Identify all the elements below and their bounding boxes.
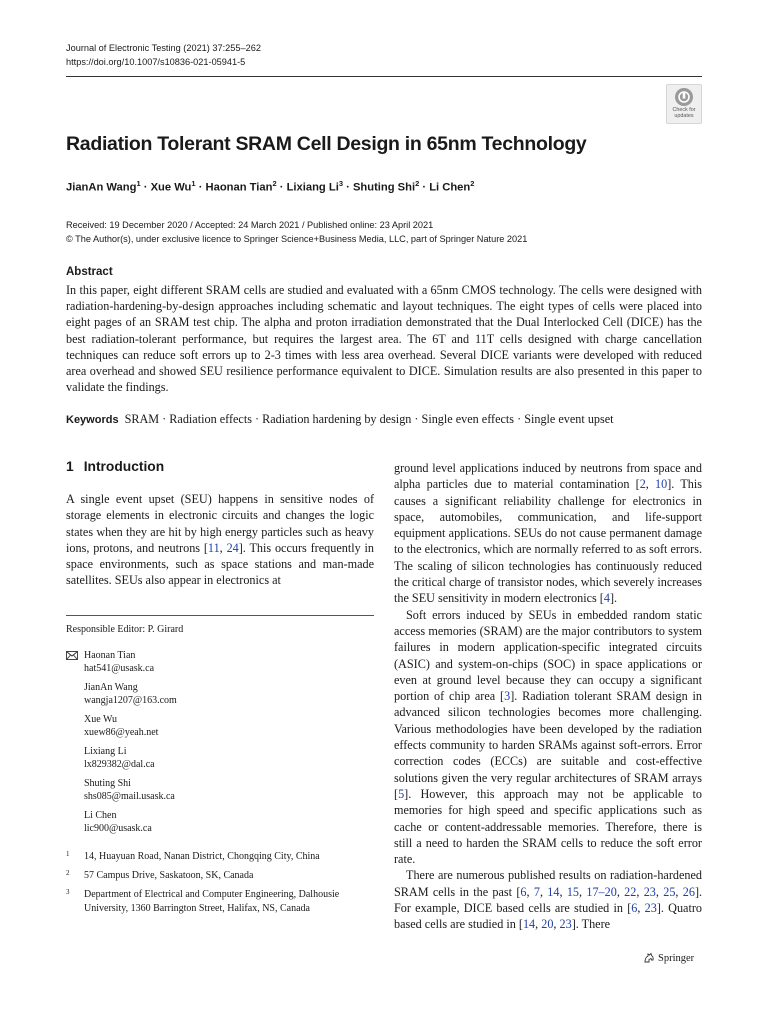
springer-horse-icon xyxy=(643,952,655,964)
intro-column-right xyxy=(394,460,702,933)
text-run: ]. This occurs frequently in space environments, such as space stations and man-made satellites. SEUs also appear in electronics at xyxy=(66,540,374,588)
responsible-editor: Responsible Editor: P. Girard xyxy=(66,624,184,635)
author-affiliation: 2 xyxy=(470,179,475,188)
text-run: , xyxy=(675,884,683,899)
citation-link[interactable]: 25 xyxy=(663,884,676,899)
citation-link[interactable]: 6 xyxy=(520,884,527,899)
contact-entry xyxy=(84,681,177,707)
intro-paragraph xyxy=(394,867,702,932)
text-run: , xyxy=(559,884,567,899)
text-run: ground level applications induced by neutrons from space and alpha particles due to material contamination [ xyxy=(394,461,702,492)
contact-email[interactable]: lic900@usask.ca xyxy=(84,823,152,834)
citation-link[interactable]: 10 xyxy=(655,477,668,492)
intro-paragraph xyxy=(394,460,702,607)
author-name[interactable]: Lixiang Li xyxy=(286,181,339,194)
author-name[interactable]: JianAn Wang xyxy=(66,181,137,194)
citation-link[interactable]: 23 xyxy=(643,884,656,899)
text-run: , xyxy=(616,884,625,899)
section-title: Introduction xyxy=(83,459,165,474)
contact-name: Li Chen xyxy=(84,810,117,821)
section-heading-introduction xyxy=(66,459,164,474)
author-affiliation: 1 xyxy=(136,179,141,188)
text-run: , xyxy=(553,917,560,932)
section-number: 1 xyxy=(66,459,74,474)
author-affiliation: 2 xyxy=(415,179,420,188)
publication-dates xyxy=(66,218,527,246)
keywords-text: SRAM · Radiation effects · Radiation hardening by design · Single even effects · Single event upset xyxy=(124,412,614,426)
contact-name: Haonan Tian xyxy=(84,650,136,661)
contact-entry xyxy=(84,777,175,803)
citation-link[interactable]: 14 xyxy=(547,884,560,899)
text-run: ]. xyxy=(609,591,618,606)
affiliation-text: Department of Electrical and Computer Engineering, Dalhousie University, 1360 Barrington Street, Halifax, NS, Canada xyxy=(84,889,340,914)
journal-header xyxy=(66,42,261,69)
text-run: , xyxy=(526,884,534,899)
intro-paragraph xyxy=(394,607,702,868)
contact-email[interactable]: wangja1207@163.com xyxy=(84,695,177,706)
text-run: Soft errors induced by SEUs in embedded random static access memories (SRAM) are the major contributors to system failures in modern application-specific integrated circuits (ASIC) and system-on-chips (SOC) in space applications or even at ground level because they can occupy a significant portion of chip area [ xyxy=(394,607,702,704)
contact-name: Shuting Shi xyxy=(84,778,131,789)
footnote-rule xyxy=(66,615,374,616)
affiliation-number: 1 xyxy=(66,850,70,858)
contact-email[interactable]: xuew86@yeah.net xyxy=(84,727,159,738)
doi-link[interactable]: https://doi.org/10.1007/s10836-021-05941-5 xyxy=(66,56,246,67)
affiliation-number: 3 xyxy=(66,888,70,896)
author-name[interactable]: Li Chen xyxy=(429,181,471,194)
contact-email[interactable]: shs085@mail.usask.ca xyxy=(84,791,175,802)
author-affiliation: 3 xyxy=(338,179,343,188)
text-run: ]. There xyxy=(571,917,611,932)
author-separator: · xyxy=(143,181,148,194)
text-run: ]. Quatro based cells are studied in [ xyxy=(394,901,702,932)
text-run: ]. This causes a significant reliability challenge for electronics in space, automobiles, communication, and life-support equipment applications. SEUs do not cause permanent damage to the electronics, which are normally referred to as soft errors. The scaling of silicon technologies has continuously reduced the critical charge of transistor nodes, which severely increases the SEU sensitivity in modern electronics [ xyxy=(394,477,702,606)
author-separator: · xyxy=(346,181,350,194)
contact-name: Lixiang Li xyxy=(84,746,127,757)
contact-email[interactable]: hat541@usask.ca xyxy=(84,663,155,674)
affiliation-number: 2 xyxy=(66,869,70,877)
abstract-text: In this paper, eight different SRAM cells are studied and evaluated with a 65nm CMOS technology. The cells were designed with radiation-hardening-by-design approaches including schematic and layout techniques. The eight types of cells were placed into eight pages of an SRAM test chip. The alpha and proton irradiation demonstrated that the Dual Interlocked Cell (DICE) has the best radiation-tolerant performance, but requires the largest area. The 6T and 11T cells designed with charge cancellation techniques can reduce soft errors up to 2-3 times with less area overhead. Several DICE variants were developed with reduced area overhead and showed SEU resilience performance equivalent to DICE. Simulation results are also presented in this paper to validate the findings. xyxy=(66,283,702,395)
citation-link[interactable]: 15 xyxy=(566,884,579,899)
abstract-heading: Abstract xyxy=(66,266,113,278)
citation-link[interactable]: 14 xyxy=(522,917,536,932)
text-run: ]. Radiation tolerant SRAM design in advanced silicon technologies becomes more challenging. Various methodologies have been developed by the radiation effects community to harden SRAMs against soft-errors. Error correction codes (ECCs) are suitable and cost-effective solutions given the very regular architectures of SRAM arrays [ xyxy=(394,689,703,801)
text-run: , xyxy=(579,884,587,899)
check-for-updates-icon xyxy=(675,88,693,106)
text-run: ]. However, this approach may not be applicable to memories for high speed and specific applications such as cache or content-addressable memories. Therefore, there is still a need to harden the SRAM cells to reduce the soft error rate. xyxy=(394,786,702,867)
affiliation-text: 14, Huayuan Road, Nanan District, Chongqing City, China xyxy=(84,851,320,862)
citation-link[interactable]: 23 xyxy=(644,901,657,916)
badge-line-1: Check for xyxy=(672,107,696,113)
contact-entry xyxy=(84,649,154,675)
citation-link[interactable]: 24 xyxy=(226,540,239,555)
intro-paragraph-left xyxy=(66,491,374,589)
author-name[interactable]: Haonan Tian xyxy=(205,181,273,194)
author-separator: · xyxy=(198,181,203,194)
author-list xyxy=(66,179,474,194)
text-run: , xyxy=(539,884,548,899)
publisher-name: Springer xyxy=(658,953,695,964)
author-separator: · xyxy=(279,181,284,194)
text-run: , xyxy=(219,540,227,555)
received-accepted-dates: Received: 19 December 2020 / Accepted: 24 March 2021 / Published online: 23 April 2021 xyxy=(66,220,434,230)
contact-email[interactable]: lx829382@dal.ca xyxy=(84,759,155,770)
citation-link[interactable]: 22 xyxy=(624,884,637,899)
text-run: , xyxy=(655,884,664,899)
text-run: There are numerous published results on radiation-hardened SRAM cells in the past [ xyxy=(394,868,702,899)
badge-line-2: updates xyxy=(674,113,694,119)
text-run: , xyxy=(535,917,542,932)
author-name[interactable]: Shuting Shi xyxy=(352,181,416,194)
contact-name: JianAn Wang xyxy=(84,682,138,693)
publisher-logo xyxy=(643,952,694,964)
contact-entry xyxy=(84,745,155,771)
text-run: , xyxy=(636,884,644,899)
text-run: A single event upset (SEU) happens in sensitive nodes of storage elements in electronic circuits and changes the logic states when they are hit by high energy particles such as heavy ions, protons, and neutrons [ xyxy=(66,492,374,555)
check-for-updates-badge[interactable] xyxy=(666,84,702,124)
contact-name: Xue Wu xyxy=(84,714,118,725)
text-run: , xyxy=(645,477,656,492)
citation-link[interactable]: 11 xyxy=(207,540,220,555)
citation-link[interactable]: 7 xyxy=(533,884,540,899)
citation-link[interactable]: 4 xyxy=(603,591,610,606)
contact-entry xyxy=(84,713,158,739)
contact-entry xyxy=(84,809,152,835)
author-affiliation: 1 xyxy=(191,179,196,188)
mail-icon xyxy=(66,651,78,660)
affiliation-text: 57 Campus Drive, Saskatoon, SK, Canada xyxy=(84,870,254,881)
text-run: , xyxy=(637,901,645,916)
journal-citation: Journal of Electronic Testing (2021) 37:255–262 xyxy=(66,43,261,53)
header-rule xyxy=(66,76,702,77)
citation-link[interactable]: 26 xyxy=(682,884,695,899)
citation-link[interactable]: 5 xyxy=(398,786,405,801)
citation-link[interactable]: 23 xyxy=(559,917,572,932)
citation-link[interactable]: 2 xyxy=(639,477,646,492)
paper-title: Radiation Tolerant SRAM Cell Design in 65nm Technology xyxy=(66,133,587,155)
keywords-label: Keywords xyxy=(66,414,119,426)
citation-link[interactable]: 3 xyxy=(504,689,511,704)
citation-link[interactable]: 20 xyxy=(541,917,554,932)
copyright-line: © The Author(s), under exclusive licence to Springer Science+Business Media, LLC, part of Springer Nature 2021 xyxy=(66,234,528,244)
author-affiliation: 2 xyxy=(272,179,277,188)
author-name[interactable]: Xue Wu xyxy=(150,181,192,194)
author-separator: · xyxy=(422,181,427,194)
citation-link[interactable]: 6 xyxy=(631,901,638,916)
keywords-line xyxy=(66,412,702,427)
citation-link[interactable]: 17–20 xyxy=(586,884,617,899)
text-run: ]. For example, DICE based cells are studied in [ xyxy=(394,884,703,916)
